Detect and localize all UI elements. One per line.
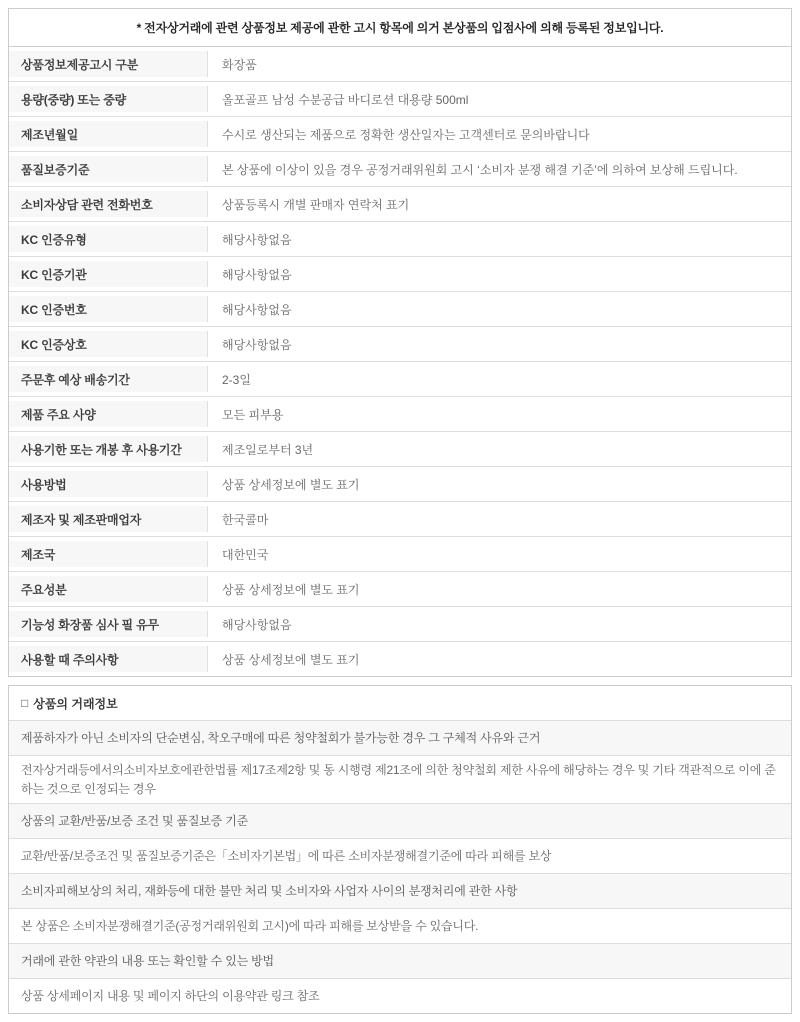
trade-info-title-row <box>9 686 791 720</box>
info-row <box>9 431 791 466</box>
info-row <box>9 81 791 116</box>
trade-info-row: 거래에 관한 약관의 내용 또는 확인할 수 있는 방법 <box>9 943 791 978</box>
info-row <box>9 326 791 361</box>
info-row-label: 기능성 화장품 심사 필 유무 <box>9 611 208 637</box>
info-row-value: 해당사항없음 <box>222 617 292 632</box>
trade-info-row: 교환/반품/보증조건 및 품질보증기준은「소비자기본법」에 따른 소비자분쟁해결기준에 따라 피해를 보상 <box>9 838 791 873</box>
info-row-value: 올포골프 남성 수분공급 바디로션 대용량 500ml <box>222 92 469 107</box>
info-row-value: 상품 상세정보에 별도 표기 <box>222 477 360 492</box>
info-row <box>9 501 791 536</box>
info-row <box>9 116 791 151</box>
info-row-value: 2-3일 <box>222 372 251 387</box>
info-row <box>9 291 791 326</box>
info-row <box>9 256 791 291</box>
checkbox-square-icon: □ <box>21 696 29 710</box>
info-row-value: 제조일로부터 3년 <box>222 442 314 457</box>
info-row <box>9 151 791 186</box>
product-info-table <box>8 8 792 677</box>
info-row-value: 수시로 생산되는 제품으로 정확한 생산일자는 고객센터로 문의바랍니다 <box>222 127 590 142</box>
info-row-label: 제조자 및 제조판매업자 <box>9 506 208 532</box>
info-row-label: 사용기한 또는 개봉 후 사용기간 <box>9 436 208 462</box>
info-row-label: 상품정보제공고시 구분 <box>9 51 208 77</box>
trade-info-row: 소비자피해보상의 처리, 재화등에 대한 불만 처리 및 소비자와 사업자 사이의 분쟁처리에 관한 사항 <box>9 873 791 908</box>
info-row-value: 모든 피부용 <box>222 407 284 422</box>
info-row-value: 본 상품에 이상이 있을 경우 공정거래위원회 고시 ‘소비자 분쟁 해결 기준’에 의하여 보상해 드립니다. <box>222 162 738 177</box>
info-row-value: 상품 상세정보에 별도 표기 <box>222 582 360 597</box>
info-row-label: 주요성분 <box>9 576 208 602</box>
info-row <box>9 536 791 571</box>
info-row-value: 해당사항없음 <box>222 267 292 282</box>
info-row-value: 상품 상세정보에 별도 표기 <box>222 652 360 667</box>
info-row-label: 소비자상담 관련 전화번호 <box>9 191 208 217</box>
notice-text: * 전자상거래에 관련 상품정보 제공에 관한 고시 항목에 의거 본상품의 입점사에 의해 등록된 정보입니다. <box>136 21 664 35</box>
info-row <box>9 186 791 221</box>
info-row <box>9 606 791 641</box>
info-row <box>9 46 791 81</box>
info-row-value: 한국콜마 <box>222 512 269 527</box>
trade-info-title: 상품의 거래정보 <box>33 696 118 711</box>
info-row-label: 제조년월일 <box>9 121 208 147</box>
info-row-value: 상품등록시 개별 판매자 연락처 표기 <box>222 197 410 212</box>
info-row-label: 제품 주요 사양 <box>9 401 208 427</box>
trade-info-row: 본 상품은 소비자분쟁해결기준(공정거래위원회 고시)에 따라 피해를 보상받을 수 있습니다. <box>9 908 791 943</box>
info-row-label: 사용할 때 주의사항 <box>9 646 208 672</box>
info-row <box>9 361 791 396</box>
info-row-label: 사용방법 <box>9 471 208 497</box>
trade-info-row: 상품의 교환/반품/보증 조건 및 품질보증 기준 <box>9 803 791 838</box>
info-row-label: 주문후 예상 배송기간 <box>9 366 208 392</box>
info-row-label: KC 인증번호 <box>9 296 208 322</box>
info-row-value: 해당사항없음 <box>222 232 292 247</box>
info-row <box>9 466 791 501</box>
info-row <box>9 571 791 606</box>
info-row-value: 해당사항없음 <box>222 302 292 317</box>
info-row-label: 용량(중량) 또는 중량 <box>9 86 208 112</box>
info-row-value: 해당사항없음 <box>222 337 292 352</box>
info-row-label: KC 인증기관 <box>9 261 208 287</box>
info-row-value: 화장품 <box>222 57 257 72</box>
info-row-value: 대한민국 <box>222 547 269 562</box>
trade-info-row: 제품하자가 아닌 소비자의 단순변심, 착오구매에 따른 청약철회가 불가능한 경우 그 구체적 사유와 근거 <box>9 720 791 755</box>
trade-info-row: 전자상거래등에서의소비자보호에관한법률 제17조제2항 및 동 시행령 제21조에 의한 청약철회 제한 사유에 해당하는 경우 및 기타 객관적으로 이에 준하는 것으로 인정되는 경우 <box>9 755 791 803</box>
notice-banner <box>9 9 791 46</box>
info-row <box>9 396 791 431</box>
info-row-label: KC 인증상호 <box>9 331 208 357</box>
info-row-label: 제조국 <box>9 541 208 567</box>
info-row <box>9 221 791 256</box>
trade-info-row: 상품 상세페이지 내용 및 페이지 하단의 이용약관 링크 참조 <box>9 978 791 1013</box>
info-row-label: 품질보증기준 <box>9 156 208 182</box>
info-row <box>9 641 791 676</box>
info-row-label: KC 인증유형 <box>9 226 208 252</box>
trade-info-table <box>8 685 792 1014</box>
